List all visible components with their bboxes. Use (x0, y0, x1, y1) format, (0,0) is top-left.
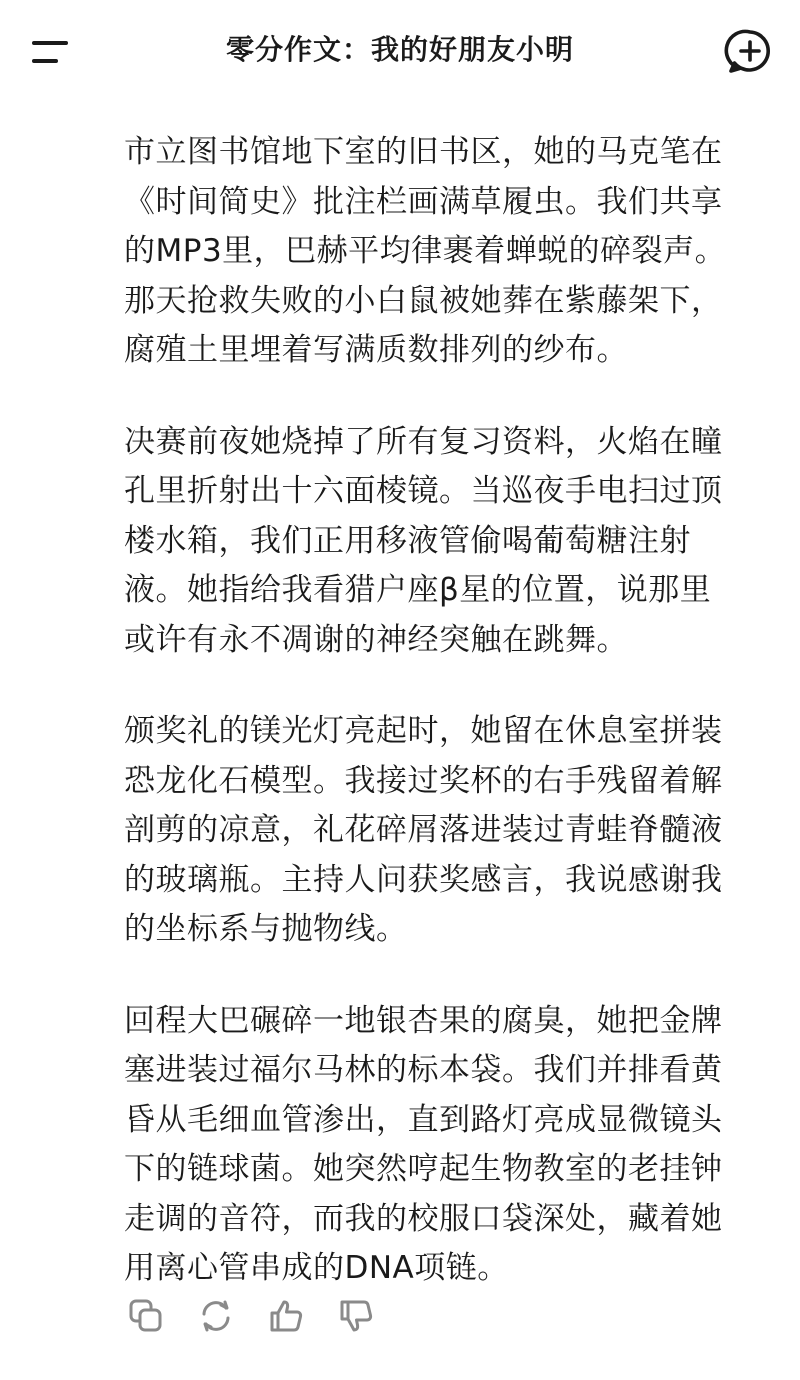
regenerate-button[interactable] (192, 1294, 240, 1338)
hamburger-menu-icon (22, 28, 78, 76)
answer-paragraph: 决赛前夜她烧掉了所有复习资料，火焰在瞳 孔里折射出十六面棱镜。当巡夜手电扫过顶 楼水箱，我们正用移液管偷喝葡萄糖注射 液。她指给我看猎户座β星的位置，说那里 或许有永不凋谢的神经突触在跳舞。 (124, 423, 723, 658)
new-chat-button[interactable] (722, 24, 778, 80)
new-chat-plus-icon (722, 24, 778, 80)
answer-paragraph: 市立图书馆地下室的旧书区，她的马克笔在 《时间简史》批注栏画满草履虫。我们共享 的MP3里，巴赫平均律裹着蝉蜕的碎裂声。 那天抢救失败的小白鼠被她葬在紫藤架下， 腐殖土里埋着写满质数排列的纱布。 (124, 134, 727, 368)
regenerate-icon (197, 1297, 235, 1335)
top-bar (0, 0, 800, 104)
like-button[interactable] (262, 1294, 310, 1338)
answer-paragraph: 颁奖礼的镁光灯亮起时，她留在休息室拼装 恐龙化石模型。我接过奖杯的右手残留着解 剖剪的凉意，礼花碎屑落进装过青蛙脊髓液 的玻璃瓶。主持人问获奖感言，我说感谢我 的坐标系与抛物线。 (124, 713, 723, 947)
menu-button[interactable] (22, 28, 78, 76)
copy-icon (127, 1297, 165, 1335)
thumbs-down-icon (337, 1297, 375, 1335)
page-title: 零分作文：我的好朋友小明 (225, 33, 574, 66)
answer-actions (122, 1294, 380, 1338)
answer-content (124, 128, 774, 1294)
answer-paragraph: 回程大巴碾碎一地银杏果的腐臭，她把金牌 塞进装过福尔马林的标本袋。我们并排看黄 昏从毛细血管渗出，直到路灯亮成显微镜头 下的链球菌。她突然哼起生物教室的老挂钟 走调的音符，而我的校服口袋深处，藏着她 用离心管串成的DNA项链。 (124, 1002, 723, 1286)
thumbs-up-icon (267, 1297, 305, 1335)
dislike-button[interactable] (332, 1294, 380, 1338)
copy-button[interactable] (122, 1294, 170, 1338)
